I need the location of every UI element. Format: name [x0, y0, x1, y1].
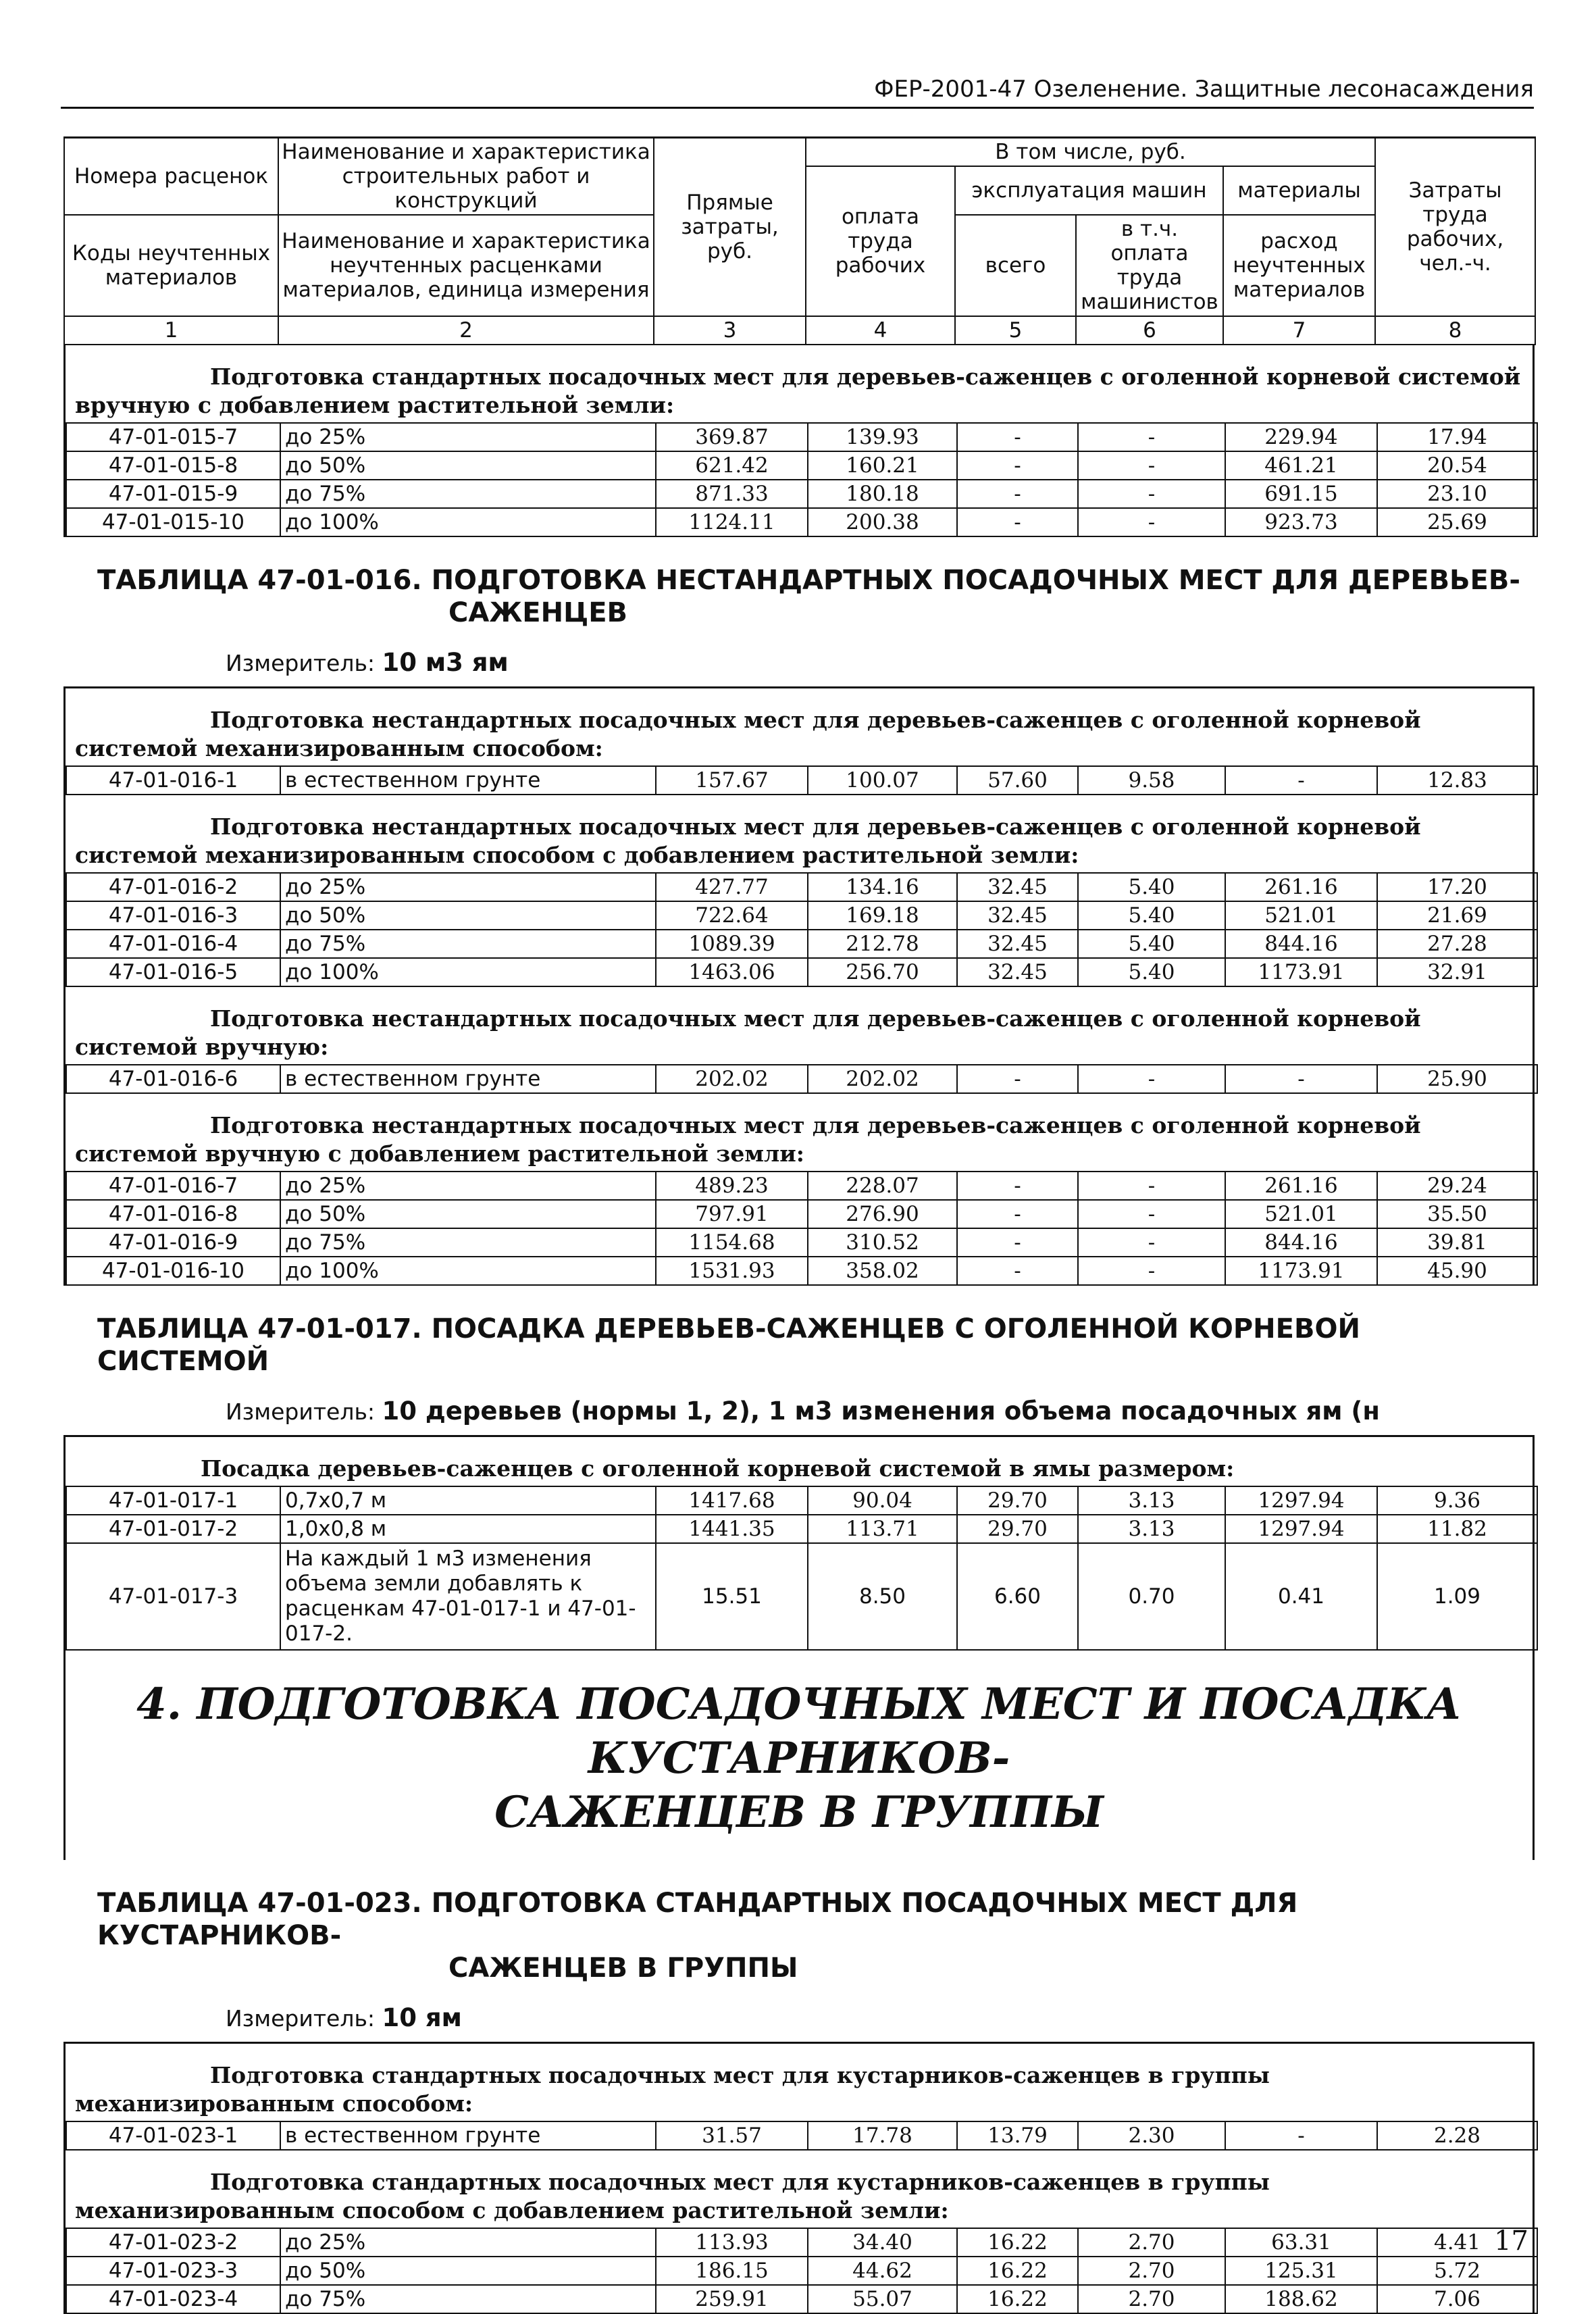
subsection-heading: Подготовка нестандартных посадочных мест для деревьев-саженцев с оголенной корневой системой вручную с добавлением растительной земли: [75, 1112, 1421, 1167]
labor-hours: 9.36 [1377, 1486, 1537, 1515]
table-title [63, 1286, 1535, 1382]
machinist-pay: 0.70 [1078, 1543, 1225, 1650]
work-name: до 50% [280, 901, 656, 930]
direct-cost: 871.33 [656, 480, 808, 508]
col-name-top: Наименование и характеристика строительных работ и конструкций [278, 138, 654, 216]
material-cost: 1297.94 [1225, 1515, 1377, 1543]
table-frame [63, 2042, 1535, 2314]
rates-table [66, 2228, 1538, 2314]
labor-hours: 11.82 [1377, 1515, 1537, 1543]
direct-cost: 1154.68 [656, 1228, 808, 1257]
labor-pay: 202.02 [808, 1065, 957, 1093]
col-name-bottom: Наименование и характеристика неучтенных расценками материалов, единица измерения [278, 215, 654, 316]
col-number: 6 [1076, 316, 1223, 345]
col-number: 1 [64, 316, 278, 345]
machine-cost: 13.79 [957, 2121, 1078, 2150]
labor-hours: 23.10 [1377, 480, 1537, 508]
subsection-heading: Подготовка стандартных посадочных мест для кустарников-саженцев в группы механизированным способом: [75, 2062, 1270, 2117]
rates-table [66, 1171, 1538, 1286]
labor-hours: 20.54 [1377, 451, 1537, 480]
work-name: 1,0x0,8 м [280, 1515, 656, 1543]
machinist-pay: 3.13 [1078, 1515, 1225, 1543]
labor-hours: 32.91 [1377, 958, 1537, 986]
table-title [63, 1860, 1535, 1988]
direct-cost: 427.77 [656, 873, 808, 901]
rate-code: 47-01-015-7 [66, 423, 280, 451]
machine-cost: 29.70 [957, 1486, 1078, 1515]
machine-cost: - [957, 1228, 1078, 1257]
work-name: до 25% [280, 873, 656, 901]
material-cost: - [1225, 766, 1377, 795]
machinist-pay: 2.70 [1078, 2285, 1225, 2313]
machinist-pay: - [1078, 423, 1225, 451]
labor-pay: 200.38 [808, 508, 957, 536]
direct-cost: 1089.39 [656, 930, 808, 958]
rates-table [66, 1064, 1538, 1094]
work-name: до 75% [280, 2285, 656, 2313]
table-row [66, 2228, 1537, 2257]
column-number-row [64, 316, 1535, 345]
rate-code: 47-01-015-10 [66, 508, 280, 536]
running-header: ФЕР-2001-47 Озеленение. Защитные лесонасаждения [874, 76, 1534, 103]
work-name: На каждый 1 м3 изменения объема земли добавлять к расценкам 47-01-017-1 и 47-01-017-2. [280, 1543, 656, 1650]
machinist-pay: - [1078, 451, 1225, 480]
labor-pay: 180.18 [808, 480, 957, 508]
rate-code: 47-01-015-9 [66, 480, 280, 508]
machine-cost: 32.45 [957, 873, 1078, 901]
col-code-top: Номера расценок [64, 138, 278, 216]
labor-hours: 25.69 [1377, 508, 1537, 536]
material-cost: 461.21 [1225, 451, 1377, 480]
machine-cost: 32.45 [957, 958, 1078, 986]
direct-cost: 1124.11 [656, 508, 808, 536]
machine-cost: - [957, 1200, 1078, 1228]
material-cost: - [1225, 2121, 1377, 2150]
labor-hours: 21.69 [1377, 901, 1537, 930]
direct-cost: 621.42 [656, 451, 808, 480]
rate-code: 47-01-015-8 [66, 451, 280, 480]
work-name: до 75% [280, 930, 656, 958]
machine-cost: 29.70 [957, 1515, 1078, 1543]
machinist-pay: 5.40 [1078, 958, 1225, 986]
subsection-heading: Подготовка нестандартных посадочных мест для деревьев-саженцев с оголенной корневой системой механизированным способом: [75, 707, 1421, 761]
material-cost: 1173.91 [1225, 958, 1377, 986]
rate-code: 47-01-016-9 [66, 1228, 280, 1257]
labor-hours: 39.81 [1377, 1228, 1537, 1257]
machine-cost: - [957, 508, 1078, 536]
subsection-heading: Посадка деревьев-саженцев с оголенной корневой системой в ямы размером: [201, 1455, 1235, 1482]
table-row [66, 1228, 1537, 1257]
rates-table [66, 422, 1538, 537]
machinist-pay: - [1078, 1228, 1225, 1257]
rate-code: 47-01-023-2 [66, 2228, 280, 2257]
material-cost: 521.01 [1225, 901, 1377, 930]
direct-cost: 259.91 [656, 2285, 808, 2313]
material-cost: 691.15 [1225, 480, 1377, 508]
labor-hours: 17.94 [1377, 423, 1537, 451]
machine-cost: 32.45 [957, 930, 1078, 958]
col-materials: материалы [1223, 166, 1375, 215]
table-row [66, 901, 1537, 930]
work-name: до 25% [280, 2228, 656, 2257]
table-title [63, 537, 1535, 633]
machinist-pay: 5.40 [1078, 901, 1225, 930]
table-title-line1: ТАБЛИЦА 47-01-016. ПОДГОТОВКА НЕСТАНДАРТНЫХ ПОСАДОЧНЫХ МЕСТ ДЛЯ ДЕРЕВЬЕВ- [97, 565, 1520, 596]
labor-pay: 160.21 [808, 451, 957, 480]
labor-pay: 55.07 [808, 2285, 957, 2313]
rates-table [66, 765, 1538, 795]
table-body [63, 345, 1535, 2314]
machine-cost: - [957, 480, 1078, 508]
material-cost: 261.16 [1225, 1172, 1377, 1200]
rate-code: 47-01-017-2 [66, 1515, 280, 1543]
table-row [66, 1515, 1537, 1543]
machinist-pay: 2.30 [1078, 2121, 1225, 2150]
machine-cost: 32.45 [957, 901, 1078, 930]
direct-cost: 15.51 [656, 1543, 808, 1650]
labor-hours: 2.28 [1377, 2121, 1537, 2150]
material-cost: 229.94 [1225, 423, 1377, 451]
subsection-heading: Подготовка нестандартных посадочных мест для деревьев-саженцев с оголенной корневой системой вручную: [75, 1005, 1421, 1060]
table-row [66, 508, 1537, 536]
measure-label: Измеритель: [226, 650, 376, 676]
rate-code: 47-01-016-1 [66, 766, 280, 795]
rate-code: 47-01-023-4 [66, 2285, 280, 2313]
table-row [66, 2257, 1537, 2285]
machinist-pay: - [1078, 1172, 1225, 1200]
machinist-pay: 2.70 [1078, 2257, 1225, 2285]
rate-code: 47-01-016-4 [66, 930, 280, 958]
material-cost: - [1225, 1065, 1377, 1093]
material-cost: 923.73 [1225, 508, 1377, 536]
table-frame [63, 345, 1535, 537]
machine-cost: 57.60 [957, 766, 1078, 795]
rate-code: 47-01-023-3 [66, 2257, 280, 2285]
table-row [66, 423, 1537, 451]
labor-hours: 45.90 [1377, 1257, 1537, 1285]
work-name: до 100% [280, 958, 656, 986]
labor-pay: 34.40 [808, 2228, 957, 2257]
col-number: 8 [1375, 316, 1535, 345]
col-mach-labor: в т.ч. оплата труда машинистов [1076, 215, 1223, 316]
machinist-pay: 2.70 [1078, 2228, 1225, 2257]
machinist-pay: 5.40 [1078, 873, 1225, 901]
column-header [63, 136, 1536, 345]
machine-cost: 16.22 [957, 2257, 1078, 2285]
direct-cost: 369.87 [656, 423, 808, 451]
labor-pay: 169.18 [808, 901, 957, 930]
labor-pay: 276.90 [808, 1200, 957, 1228]
table-row [66, 958, 1537, 986]
col-mach-total: всего [955, 215, 1076, 316]
material-cost: 63.31 [1225, 2228, 1377, 2257]
direct-cost: 31.57 [656, 2121, 808, 2150]
col-labor-cost: Затраты труда рабочих, чел.-ч. [1375, 138, 1535, 317]
measure-unit [63, 1988, 1535, 2042]
measure-label: Измеритель: [226, 1399, 376, 1425]
table-row [66, 1065, 1537, 1093]
table-row [66, 1486, 1537, 1515]
machine-cost: - [957, 1257, 1078, 1285]
machinist-pay: 3.13 [1078, 1486, 1225, 1515]
measure-label: Измеритель: [226, 2005, 376, 2032]
work-name: в естественном грунте [280, 1065, 656, 1093]
labor-pay: 113.71 [808, 1515, 957, 1543]
rates-table [66, 1486, 1538, 1651]
labor-hours: 29.24 [1377, 1172, 1537, 1200]
header-rule [61, 107, 1534, 109]
rate-code: 47-01-016-6 [66, 1065, 280, 1093]
rate-code: 47-01-016-2 [66, 873, 280, 901]
section-heading [66, 1651, 1533, 1860]
direct-cost: 722.64 [656, 901, 808, 930]
machinist-pay: - [1078, 1065, 1225, 1093]
material-cost: 0.41 [1225, 1543, 1377, 1650]
table-row [66, 766, 1537, 795]
col-incl: В том числе, руб. [806, 138, 1375, 167]
labor-pay: 17.78 [808, 2121, 957, 2150]
table-row [66, 480, 1537, 508]
work-name: до 50% [280, 451, 656, 480]
work-name: до 25% [280, 1172, 656, 1200]
direct-cost: 489.23 [656, 1172, 808, 1200]
rate-code: 47-01-016-3 [66, 901, 280, 930]
machinist-pay: - [1078, 480, 1225, 508]
table-row [66, 451, 1537, 480]
material-cost: 844.16 [1225, 1228, 1377, 1257]
work-name: до 50% [280, 1200, 656, 1228]
material-cost: 261.16 [1225, 873, 1377, 901]
col-mat-unaccounted: расход неучтенных материалов [1223, 215, 1375, 316]
section-heading-line2: САЖЕНЦЕВ В ГРУППЫ [494, 1787, 1104, 1838]
rates-table [66, 2121, 1538, 2150]
work-name: в естественном грунте [280, 766, 656, 795]
col-number: 5 [955, 316, 1076, 345]
work-name: в естественном грунте [280, 2121, 656, 2150]
col-number: 2 [278, 316, 654, 345]
table-frame [63, 686, 1535, 1286]
labor-hours: 12.83 [1377, 766, 1537, 795]
material-cost: 1297.94 [1225, 1486, 1377, 1515]
subsection-heading: Подготовка нестандартных посадочных мест для деревьев-саженцев с оголенной корневой системой механизированным способом с добавлением растительной земли: [75, 813, 1421, 868]
rate-code: 47-01-017-3 [66, 1543, 280, 1650]
measure-unit [63, 1382, 1535, 1435]
labor-pay: 310.52 [808, 1228, 957, 1257]
machine-cost: 16.22 [957, 2228, 1078, 2257]
col-code-bottom: Коды неучтенных материалов [64, 215, 278, 316]
machine-cost: 16.22 [957, 2285, 1078, 2313]
table-row [66, 2121, 1537, 2150]
labor-hours: 7.06 [1377, 2285, 1537, 2313]
labor-hours: 1.09 [1377, 1543, 1537, 1650]
table-title-line1: ТАБЛИЦА 47-01-017. ПОСАДКА ДЕРЕВЬЕВ-САЖЕНЦЕВ С ОГОЛЕННОЙ КОРНЕВОЙ СИСТЕМОЙ [97, 1313, 1360, 1377]
material-cost: 188.62 [1225, 2285, 1377, 2313]
labor-pay: 139.93 [808, 423, 957, 451]
labor-hours: 27.28 [1377, 930, 1537, 958]
material-cost: 1173.91 [1225, 1257, 1377, 1285]
table-row [66, 873, 1537, 901]
table-row [66, 930, 1537, 958]
material-cost: 844.16 [1225, 930, 1377, 958]
machine-cost: - [957, 451, 1078, 480]
work-name: до 75% [280, 480, 656, 508]
table-row [66, 1200, 1537, 1228]
labor-pay: 44.62 [808, 2257, 957, 2285]
labor-hours: 35.50 [1377, 1200, 1537, 1228]
labor-pay: 90.04 [808, 1486, 957, 1515]
direct-cost: 202.02 [656, 1065, 808, 1093]
material-cost: 125.31 [1225, 2257, 1377, 2285]
direct-cost: 1463.06 [656, 958, 808, 986]
section-heading-line1: 4. ПОДГОТОВКА ПОСАДОЧНЫХ МЕСТ И ПОСАДКА КУСТАРНИКОВ- [136, 1679, 1462, 1784]
machine-cost: - [957, 1172, 1078, 1200]
machinist-pay: - [1078, 1257, 1225, 1285]
table-row [66, 1543, 1537, 1650]
table-row [66, 1257, 1537, 1285]
machinist-pay: 9.58 [1078, 766, 1225, 795]
work-name: 0,7x0,7 м [280, 1486, 656, 1515]
rates-table [66, 872, 1538, 987]
rate-code: 47-01-016-7 [66, 1172, 280, 1200]
labor-hours: 25.90 [1377, 1065, 1537, 1093]
table-row [66, 1172, 1537, 1200]
table-title-line2: САЖЕНЦЕВ В ГРУППЫ [448, 1953, 798, 1984]
labor-pay: 100.07 [808, 766, 957, 795]
rate-code: 47-01-023-1 [66, 2121, 280, 2150]
direct-cost: 1441.35 [656, 1515, 808, 1543]
direct-cost: 1417.68 [656, 1486, 808, 1515]
direct-cost: 1531.93 [656, 1257, 808, 1285]
work-name: до 100% [280, 508, 656, 536]
col-direct: Прямые затраты, руб. [654, 138, 806, 317]
table-title-line2: САЖЕНЦЕВ [448, 597, 627, 628]
rate-code: 47-01-017-1 [66, 1486, 280, 1515]
machine-cost: - [957, 1065, 1078, 1093]
machine-cost: 6.60 [957, 1543, 1078, 1650]
measure-value: 10 деревьев (нормы 1, 2), 1 м3 изменения объема посадочных ям (н [382, 1397, 1380, 1426]
labor-pay: 8.50 [808, 1543, 957, 1650]
work-name: до 50% [280, 2257, 656, 2285]
labor-pay: 256.70 [808, 958, 957, 986]
machine-cost: - [957, 423, 1078, 451]
subsection-heading: Подготовка стандартных посадочных мест для деревьев-саженцев с оголенной корневой системой вручную с добавлением растительной земли: [75, 363, 1521, 418]
price-table [63, 136, 1535, 2314]
measure-unit [63, 633, 1535, 686]
work-name: до 25% [280, 423, 656, 451]
machinist-pay: 5.40 [1078, 930, 1225, 958]
col-number: 3 [654, 316, 806, 345]
labor-pay: 212.78 [808, 930, 957, 958]
rate-code: 47-01-016-5 [66, 958, 280, 986]
labor-pay: 228.07 [808, 1172, 957, 1200]
rate-code: 47-01-016-10 [66, 1257, 280, 1285]
rate-code: 47-01-016-8 [66, 1200, 280, 1228]
col-machines: эксплуатация машин [955, 166, 1223, 215]
material-cost: 521.01 [1225, 1200, 1377, 1228]
table-row [66, 2285, 1537, 2313]
direct-cost: 113.93 [656, 2228, 808, 2257]
direct-cost: 157.67 [656, 766, 808, 795]
measure-value: 10 ям [382, 2003, 462, 2032]
labor-hours: 4.41 [1377, 2228, 1537, 2257]
direct-cost: 797.91 [656, 1200, 808, 1228]
work-name: до 100% [280, 1257, 656, 1285]
table-frame [63, 1435, 1535, 1860]
col-number: 7 [1223, 316, 1375, 345]
labor-hours: 5.72 [1377, 2257, 1537, 2285]
col-number: 4 [806, 316, 955, 345]
table-title-line1: ТАБЛИЦА 47-01-023. ПОДГОТОВКА СТАНДАРТНЫХ ПОСАДОЧНЫХ МЕСТ ДЛЯ КУСТАРНИКОВ- [97, 1888, 1298, 1951]
subsection-heading: Подготовка стандартных посадочных мест для кустарников-саженцев в группы механизированным способом с добавлением растительной земли: [75, 2169, 1270, 2223]
machinist-pay: - [1078, 508, 1225, 536]
labor-hours: 17.20 [1377, 873, 1537, 901]
direct-cost: 186.15 [656, 2257, 808, 2285]
col-labor-pay: оплата труда рабочих [806, 166, 955, 316]
labor-pay: 358.02 [808, 1257, 957, 1285]
labor-pay: 134.16 [808, 873, 957, 901]
page-number: 17 [1494, 2225, 1528, 2257]
work-name: до 75% [280, 1228, 656, 1257]
measure-value: 10 м3 ям [382, 648, 509, 677]
machinist-pay: - [1078, 1200, 1225, 1228]
